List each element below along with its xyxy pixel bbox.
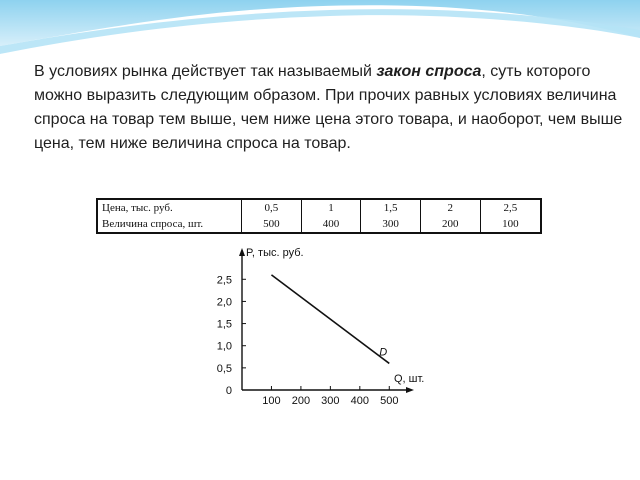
law-of-demand-term: закон спроса [376, 63, 482, 80]
x-tick-label: 300 [321, 395, 340, 407]
y-tick-label: 0 [225, 385, 232, 397]
y-tick-label: 2,0 [216, 296, 232, 309]
demand-curve-line [271, 275, 389, 364]
table-row-quantity [97, 216, 541, 233]
table-cell: 0,5 [242, 199, 302, 216]
row-label: Величина спроса, шт. [97, 216, 242, 233]
x-tick-label: 200 [291, 395, 311, 407]
table-cell: 1,5 [361, 199, 421, 216]
x-axis-arrow [406, 387, 414, 393]
paragraph-part1: В условиях рынка действует так называемый [34, 63, 377, 80]
y-axis-arrow [239, 248, 245, 256]
table-cell: 300 [361, 216, 421, 233]
x-tick-label: 400 [350, 395, 369, 407]
table-row-price [97, 199, 541, 216]
row-label: Цена, тыс. руб. [97, 199, 242, 216]
paragraph-part2: , суть которого можно выразить следующим образом. При прочих равных условиях величина спроса на товар тем выше, чем ниже цена этого товара, и наоборот, чем выше цена, тем ниже величина спроса на товар. [34, 63, 623, 152]
y-axis-label: P, тыс. руб. [246, 247, 304, 259]
main-paragraph [34, 60, 624, 156]
y-tick-label: 1,5 [216, 318, 232, 331]
price-demand-table [96, 198, 542, 234]
y-tick-label: 2,5 [216, 274, 232, 287]
y-tick-label: 0,5 [216, 362, 232, 375]
y-tick-label: 1,0 [216, 340, 232, 353]
table-cell: 1 [301, 199, 361, 216]
x-tick-label: 500 [380, 395, 399, 407]
demand-chart [200, 247, 425, 420]
table-cell: 100 [480, 216, 541, 233]
table-cell: 400 [301, 216, 361, 233]
x-axis-label: Q, шт. [394, 373, 425, 385]
table-cell: 2 [420, 199, 480, 216]
x-tick-label: 100 [262, 395, 281, 407]
table-cell: 500 [242, 216, 302, 233]
table-cell: 2,5 [480, 199, 541, 216]
table-cell: 200 [420, 216, 480, 233]
header-wave-decoration [0, 0, 640, 60]
series-label: D [379, 346, 388, 359]
